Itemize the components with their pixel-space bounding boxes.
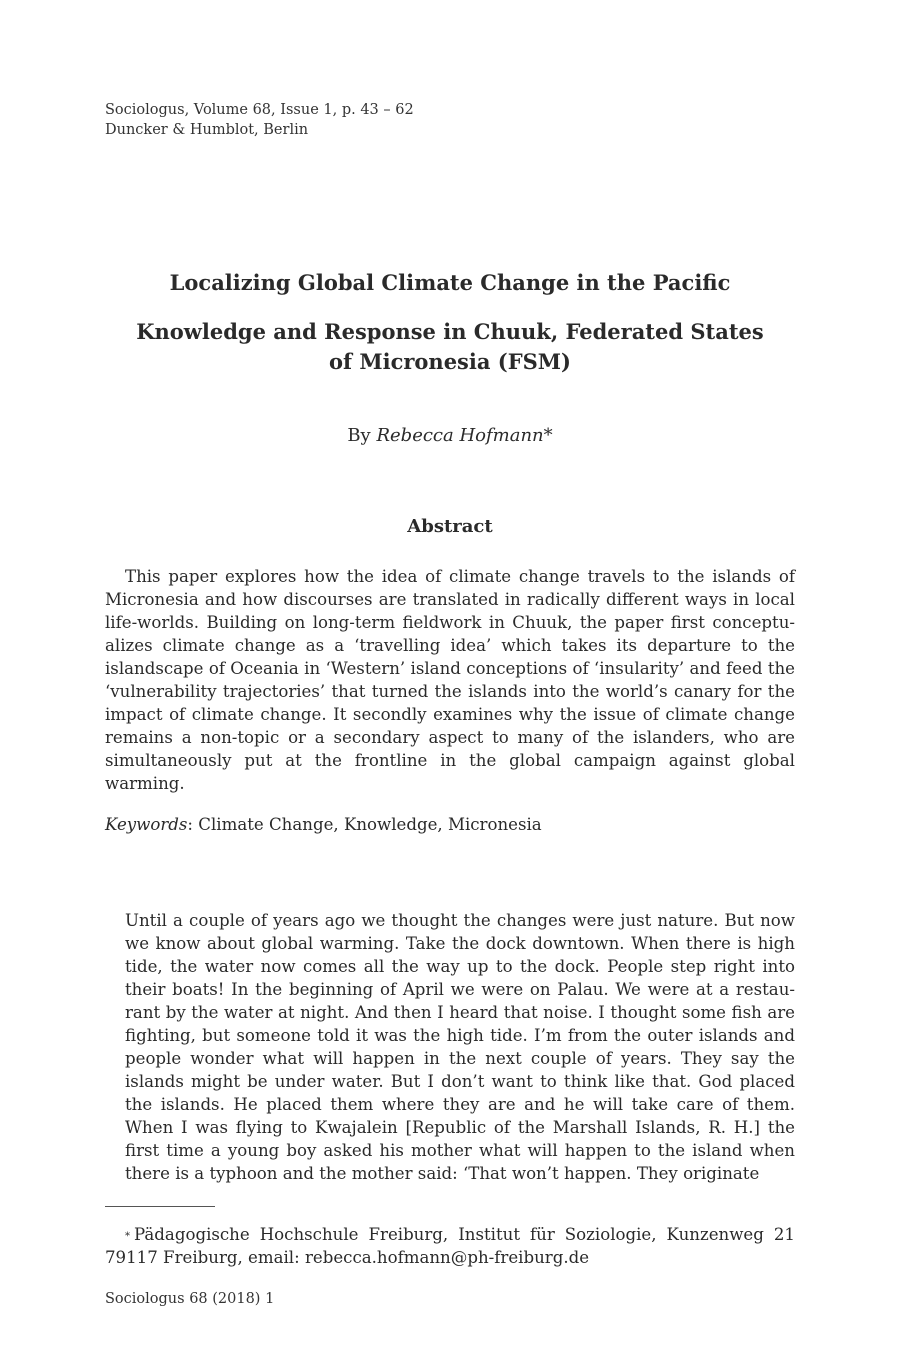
keywords bbox=[105, 813, 795, 836]
author-line bbox=[105, 424, 795, 448]
publisher-line: Duncker & Humblot, Berlin bbox=[105, 122, 309, 138]
block-quote: Until a couple of years ago we thought the changes were just nature. But now we know about global warming. Take the dock downtown. When there is high tide, the water now comes all the way up to the dock. People step right into their boats! In the beginning of April we were on Palau. We were at a restaurant by the water at night. And then I heard that noise. I thought some fish are fighting, but someone told it was the high tide. I’m from the outer islands and people wonder what will happen in the next couple of years. They say the islands might be under water. But I don’t want to think like that. God placed the islands. He placed them where they are and he will take care of them. When I was flying to Kwajalein [Republic of the Marshall Islands, R. H.] the first time a young boy asked his mother what will happen to the island when there is a typhoon and the mother said: ‘That won’t happen. They originate bbox=[125, 911, 795, 1183]
footnote-text: Pädagogische Hochschule Freiburg, Institut für Soziologie, Kunzenweg 21 79117 Freiburg, email: rebecca.hofmann@ph-freiburg.de bbox=[105, 1225, 795, 1267]
article-subtitle bbox=[105, 317, 795, 377]
keywords-values: : Climate Change, Knowledge, Micronesia bbox=[187, 815, 542, 834]
journal-citation: Sociologus, Volume 68, Issue 1, p. 43 – 62 bbox=[105, 102, 414, 118]
abstract-text: This paper explores how the idea of climate change travels to the islands of Micronesia and how discourses are translated in radically different ways in local life-worlds. Building on long-term fieldwork in Chuuk, the paper first conceptualizes climate change as a ‘travelling idea’ which takes its departure to the islandscape of Oceania in ‘Western’ island conceptions of ‘insularity’ and feed the ‘vulnerability trajectories’ that turned the islands into the world’s canary for the impact of climate change. It secondly examines why the issue of climate change remains a non-topic or a secondary aspect to many of the islanders, who are simultaneously put at the frontline in the global campaign against global warming. bbox=[105, 567, 795, 793]
abstract-heading: Abstract bbox=[407, 516, 493, 537]
footnote-divider bbox=[105, 1206, 215, 1207]
author-prefix: By bbox=[347, 425, 371, 446]
article-title: Localizing Global Climate Change in the Pacific bbox=[169, 270, 731, 295]
footnote bbox=[105, 1223, 795, 1269]
page-footer: Sociologus 68 (2018) 1 bbox=[105, 1291, 275, 1307]
author-name: Rebecca Hofmann* bbox=[376, 425, 553, 446]
journal-header bbox=[105, 100, 414, 140]
subtitle-line-2: of Micronesia (FSM) bbox=[329, 349, 571, 374]
keywords-label: Keywords bbox=[105, 815, 188, 834]
footnote-marker: * bbox=[125, 1231, 130, 1242]
subtitle-line-1: Knowledge and Response in Chuuk, Federated States bbox=[136, 319, 764, 344]
